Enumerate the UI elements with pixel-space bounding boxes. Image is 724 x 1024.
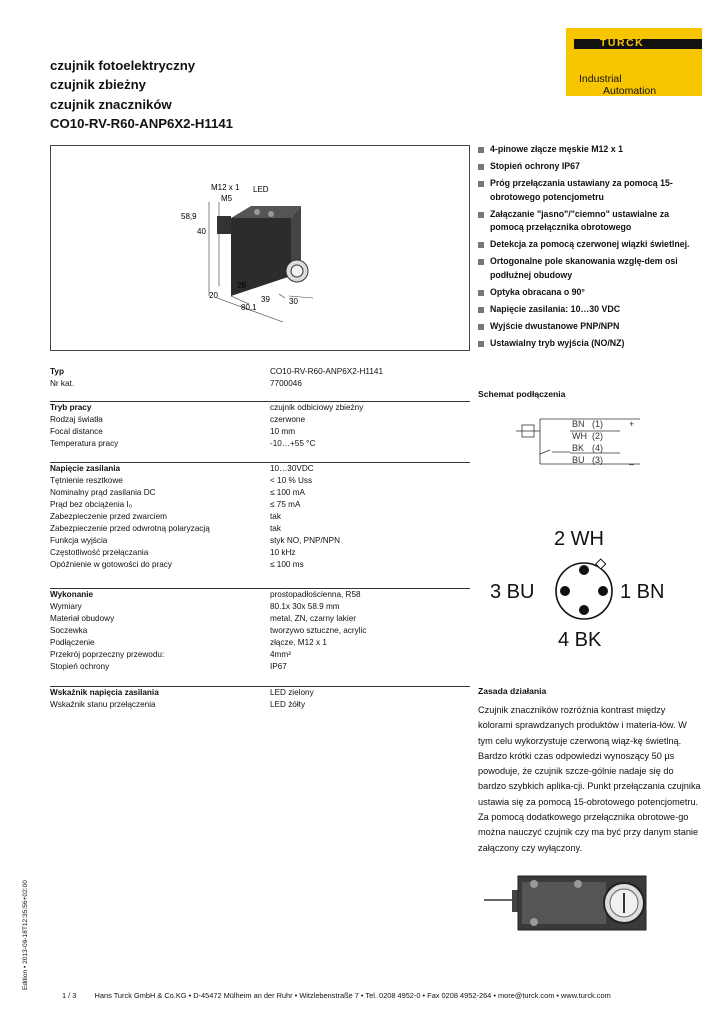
product-figure bbox=[50, 145, 470, 351]
spec-value: 7700046 bbox=[270, 379, 302, 388]
spec-key: Nominalny prąd zasilania DC bbox=[50, 488, 156, 497]
spec-row bbox=[50, 547, 470, 559]
spec-key: Nr kat. bbox=[50, 379, 75, 388]
spec-key: Napięcie zasilania bbox=[50, 464, 121, 473]
logo-tagline-1: Industrial bbox=[579, 73, 622, 85]
spec-value: < 10 % Uss bbox=[270, 476, 313, 485]
spec-value: czerwone bbox=[270, 415, 306, 424]
spec-key: Tryb pracy bbox=[50, 403, 92, 412]
turck-logo-text: TURCK bbox=[600, 37, 645, 49]
spec-key: Typ bbox=[50, 367, 64, 376]
spec-row bbox=[50, 687, 470, 699]
wire-bk-pin: (4) bbox=[592, 443, 603, 453]
product-photo bbox=[478, 870, 668, 936]
spec-row bbox=[50, 523, 470, 535]
spec-value: metal, ZN, czarny lakier bbox=[270, 614, 356, 623]
spec-value: tworzywo sztuczne, acrylic bbox=[270, 626, 367, 635]
spec-value: złącze, M12 x 1 bbox=[270, 638, 327, 647]
label-m5: M5 bbox=[221, 194, 233, 203]
spec-key: Prąd bez obciążenia I₀ bbox=[50, 500, 133, 509]
feature-item: Napięcie zasilania: 10…30 VDC bbox=[478, 303, 698, 316]
spec-row bbox=[50, 463, 470, 475]
spec-row bbox=[50, 661, 470, 673]
spec-row bbox=[50, 613, 470, 625]
spec-value: -10…+55 °C bbox=[270, 439, 316, 448]
spec-key: Przekrój poprzeczny przewodu: bbox=[50, 650, 165, 659]
wire-bn-pin: (1) bbox=[592, 419, 603, 429]
spec-key: Stopień ochrony bbox=[50, 662, 110, 671]
label-m12: M12 x 1 bbox=[211, 183, 240, 192]
spec-key: Podłączenie bbox=[50, 638, 95, 647]
title-line-2: czujnik zbieżny bbox=[50, 77, 146, 93]
title-line-4: CO10-RV-R60-ANP6X2-H1141 bbox=[50, 116, 234, 132]
spec-value: CO10-RV-R60-ANP6X2-H1141 bbox=[270, 367, 384, 376]
spec-key: Zabezpieczenie przed zwarciem bbox=[50, 512, 167, 521]
spec-row bbox=[50, 475, 470, 487]
title-line-1: czujnik fotoelektryczny bbox=[50, 58, 196, 73]
spec-key: Temperatura pracy bbox=[50, 439, 119, 448]
spec-value: czujnik odbiciowy zbieżny bbox=[270, 403, 364, 412]
pin-1: 1 BN bbox=[620, 581, 665, 603]
spec-row bbox=[50, 402, 470, 414]
spec-group-indicators bbox=[50, 686, 470, 711]
spec-value: styk NO, PNP/NPN bbox=[270, 536, 341, 545]
plus-sign: + bbox=[629, 419, 635, 429]
spec-row bbox=[50, 378, 470, 390]
spec-row bbox=[50, 637, 470, 649]
edition-stamp: Edition • 2013-09-18T12:35:56+02:00 bbox=[22, 880, 29, 990]
pin-2: 2 WH bbox=[554, 528, 604, 550]
wiring-heading: Schemat podłączenia bbox=[478, 389, 566, 399]
wire-bn: BN bbox=[572, 419, 585, 429]
wire-wh-pin: (2) bbox=[592, 431, 603, 441]
spec-row bbox=[50, 414, 470, 426]
feature-item: Detekcja za pomocą czerwonej wiązki świetlnej. bbox=[478, 238, 698, 251]
footer-contact: Hans Turck GmbH & Co.KG • D-45472 Mülheim an der Ruhr • Witzlebenstraße 7 • Tel. 0208 4952-0 • Fax 0208 4952-264 • more@turck.com • www.turck.com bbox=[94, 991, 611, 1000]
spec-row bbox=[50, 535, 470, 547]
spec-key: Wymiary bbox=[50, 602, 82, 611]
spec-value: 4mm² bbox=[270, 650, 291, 659]
logo-tagline-2: Automation bbox=[603, 85, 657, 97]
principle-text: Czujnik znaczników rozróżnia kontrast między kolorami sprawdzanych produktów i materia-łów. W tym celu wykorzystuje czerwoną wiąz-kę świetlną. Bardzo krótki czas odpowiedzi wynoszący 50 µs powoduje, że czujnik szcze-gólnie nadaje się do bardzo szybkich aplika-cji. Punkt przełączania czujnika ustawia się za pomocą 15-obrotowego potencjometru. Za pomocą dodatkowego przełącznika obrotowe-go można nauczyć czujnik czy ma być przy danym stanie załączony czy wyłączony. bbox=[478, 705, 701, 853]
dim-28: 28 bbox=[237, 281, 246, 290]
spec-key: Częstotliwość przełączania bbox=[50, 548, 149, 557]
sensor-drawing bbox=[51, 146, 469, 350]
label-led: LED bbox=[253, 185, 269, 194]
spec-key: Soczewka bbox=[50, 626, 88, 635]
title-line-3: czujnik znaczników bbox=[50, 96, 172, 112]
spec-row bbox=[50, 499, 470, 511]
spec-key: Focal distance bbox=[50, 427, 103, 436]
spec-group-mechanical bbox=[50, 588, 470, 673]
spec-value: LED żółty bbox=[270, 700, 306, 709]
principle-heading: Zasada działania bbox=[478, 686, 547, 696]
spec-row bbox=[50, 649, 470, 661]
spec-key: Wykonanie bbox=[50, 590, 94, 599]
wiring-diagram bbox=[510, 414, 644, 474]
dim-40: 40 bbox=[197, 227, 206, 236]
feature-item: 4-pinowe złącze męskie M12 x 1 bbox=[478, 143, 698, 156]
pinout-diagram bbox=[488, 526, 688, 652]
feature-item: Ustawialny tryb wyjścia (NO/NZ) bbox=[478, 337, 698, 350]
feature-item: Próg przełączania ustawiany za pomocą 15-obrotowego potencjometru bbox=[478, 177, 698, 203]
spec-key: Wskaźnik napięcia zasilania bbox=[50, 688, 159, 697]
dim-20: 20 bbox=[209, 291, 218, 300]
spec-group-electrical bbox=[50, 462, 470, 571]
spec-key: Zabezpieczenie przed odwrotną polaryzacją bbox=[50, 524, 210, 533]
feature-item: Wyjście dwustanowe PNP/NPN bbox=[478, 320, 698, 333]
spec-value: 80.1x 30x 58.9 mm bbox=[270, 602, 340, 611]
minus-sign: – bbox=[629, 459, 635, 469]
spec-row bbox=[50, 511, 470, 523]
product-title bbox=[50, 56, 233, 134]
wire-bu: BU bbox=[572, 455, 585, 465]
spec-value: LED zielony bbox=[270, 688, 314, 697]
spec-key: Materiał obudowy bbox=[50, 614, 115, 623]
spec-group-mode bbox=[50, 401, 470, 450]
spec-key: Opóźnienie w gotowości do pracy bbox=[50, 560, 172, 569]
wire-bu-pin: (3) bbox=[592, 455, 603, 465]
page-number: 1 / 3 bbox=[62, 991, 77, 1000]
feature-item: Optyka obracana o 90° bbox=[478, 286, 698, 299]
spec-value: tak bbox=[270, 524, 281, 533]
dim-58-9: 58,9 bbox=[181, 212, 197, 221]
spec-value: 10 mm bbox=[270, 427, 296, 436]
spec-value: 10 kHz bbox=[270, 548, 296, 557]
spec-value: tak bbox=[270, 512, 281, 521]
spec-row bbox=[50, 625, 470, 637]
spec-value: 10…30VDC bbox=[270, 464, 314, 473]
spec-row bbox=[50, 438, 470, 450]
spec-key: Tętnienie resztkowe bbox=[50, 476, 123, 485]
wire-wh: WH bbox=[572, 431, 587, 441]
footer bbox=[62, 991, 611, 1000]
dim-80-1: 80,1 bbox=[241, 303, 257, 312]
spec-value: ≤ 75 mA bbox=[270, 500, 301, 509]
pin-4: 4 BK bbox=[558, 629, 602, 651]
dim-30: 30 bbox=[289, 297, 298, 306]
feature-item: Ortogonalne pole skanowania wzglę-dem osi podłużnej obudowy bbox=[478, 255, 698, 281]
spec-value: ≤ 100 mA bbox=[270, 488, 305, 497]
spec-row bbox=[50, 699, 470, 711]
spec-row bbox=[50, 426, 470, 438]
dim-39: 39 bbox=[261, 295, 270, 304]
wire-bk: BK bbox=[572, 443, 585, 453]
spec-value: prostopadłościenna, R58 bbox=[270, 590, 361, 599]
spec-row bbox=[50, 601, 470, 613]
feature-list bbox=[478, 143, 698, 355]
spec-row bbox=[50, 366, 470, 378]
spec-value: ≤ 100 ms bbox=[270, 560, 304, 569]
pin-3: 3 BU bbox=[490, 581, 535, 603]
spec-row bbox=[50, 487, 470, 499]
spec-row bbox=[50, 589, 470, 601]
spec-key: Funkcja wyjścia bbox=[50, 536, 108, 545]
spec-group-type bbox=[50, 366, 470, 390]
spec-key: Wskaźnik stanu przełączenia bbox=[50, 700, 156, 709]
feature-item: Stopień ochrony IP67 bbox=[478, 160, 698, 173]
feature-item: Załączanie "jasno"/"ciemno" ustawialne za pomocą przełącznika obrotowego bbox=[478, 208, 698, 234]
spec-value: IP67 bbox=[270, 662, 287, 671]
spec-key: Rodzaj światła bbox=[50, 415, 103, 424]
spec-row bbox=[50, 559, 470, 571]
